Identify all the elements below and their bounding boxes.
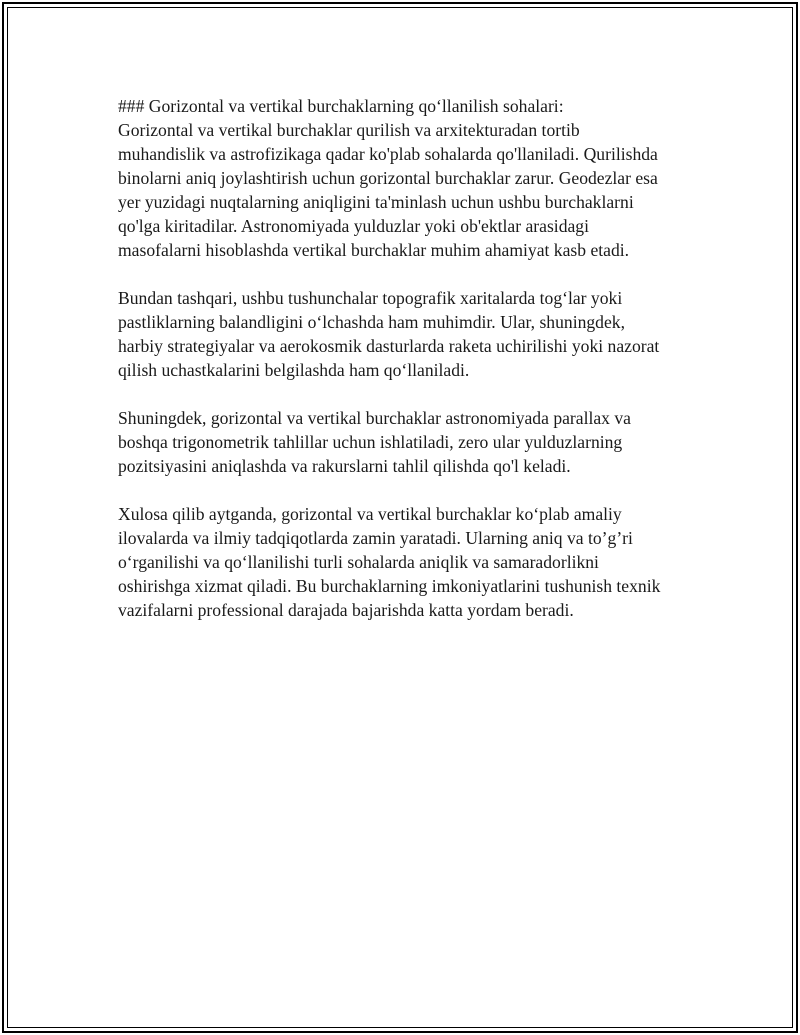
- paragraph-1: [118, 94, 708, 262]
- text-line: masofalarni hisoblashda vertikal burchaklar muhim ahamiyat kasb etadi.: [118, 240, 630, 260]
- text-line: Gorizontal va vertikal burchaklar qurilish va arxitekturadan tortib: [118, 120, 580, 140]
- text-line: pastliklarning balandligini o‘lchashda ham muhimdir. Ular, shuningdek,: [118, 312, 625, 332]
- text-line: oshirishga xizmat qiladi. Bu burchaklarning imkoniyatlarini tushunish texnik: [118, 576, 661, 596]
- document-body: [118, 94, 708, 646]
- paragraph-4: [118, 502, 708, 622]
- text-line: yer yuzidagi nuqtalarning aniqligini ta'minlash uchun ushbu burchaklarni: [118, 192, 634, 212]
- section-heading: ### Gorizontal va vertikal burchaklarning qo‘llanilish sohalari:: [118, 96, 564, 116]
- text-line: Bundan tashqari, ushbu tushunchalar topografik xaritalarda tog‘lar yoki: [118, 288, 623, 308]
- text-line: muhandislik va astrofizikaga qadar ko'plab sohalarda qo'llaniladi. Qurilishda: [118, 144, 658, 164]
- text-line: qilish uchastkalarini belgilashda ham qo‘llaniladi.: [118, 360, 470, 380]
- paragraph-2: [118, 286, 708, 382]
- text-line: harbiy strategiyalar va aerokosmik dasturlarda raketa uchirilishi yoki nazorat: [118, 336, 660, 356]
- text-line: boshqa trigonometrik tahlillar uchun ishlatiladi, zero ular yulduzlarning: [118, 432, 623, 452]
- text-line: qo'lga kiritadilar. Astronomiyada yulduzlar yoki ob'ektlar arasidagi: [118, 216, 589, 236]
- text-line: o‘rganilishi va qo‘llanilishi turli sohalarda aniqlik va samaradorlikni: [118, 552, 599, 572]
- text-line: binolarni aniq joylashtirish uchun gorizontal burchaklar zarur. Geodezlar esa: [118, 168, 658, 188]
- text-line: Xulosa qilib aytganda, gorizontal va vertikal burchaklar ko‘plab amaliy: [118, 504, 622, 524]
- text-line: vazifalarni professional darajada bajarishda katta yordam beradi.: [118, 600, 574, 620]
- text-line: ilovalarda va ilmiy tadqiqotlarda zamin yaratadi. Ularning aniq va to’g’ri: [118, 528, 633, 548]
- paragraph-3: [118, 406, 708, 478]
- text-line: pozitsiyasini aniqlashda va rakurslarni tahlil qilishda qo'l keladi.: [118, 456, 571, 476]
- text-line: Shuningdek, gorizontal va vertikal burchaklar astronomiyada parallax va: [118, 408, 631, 428]
